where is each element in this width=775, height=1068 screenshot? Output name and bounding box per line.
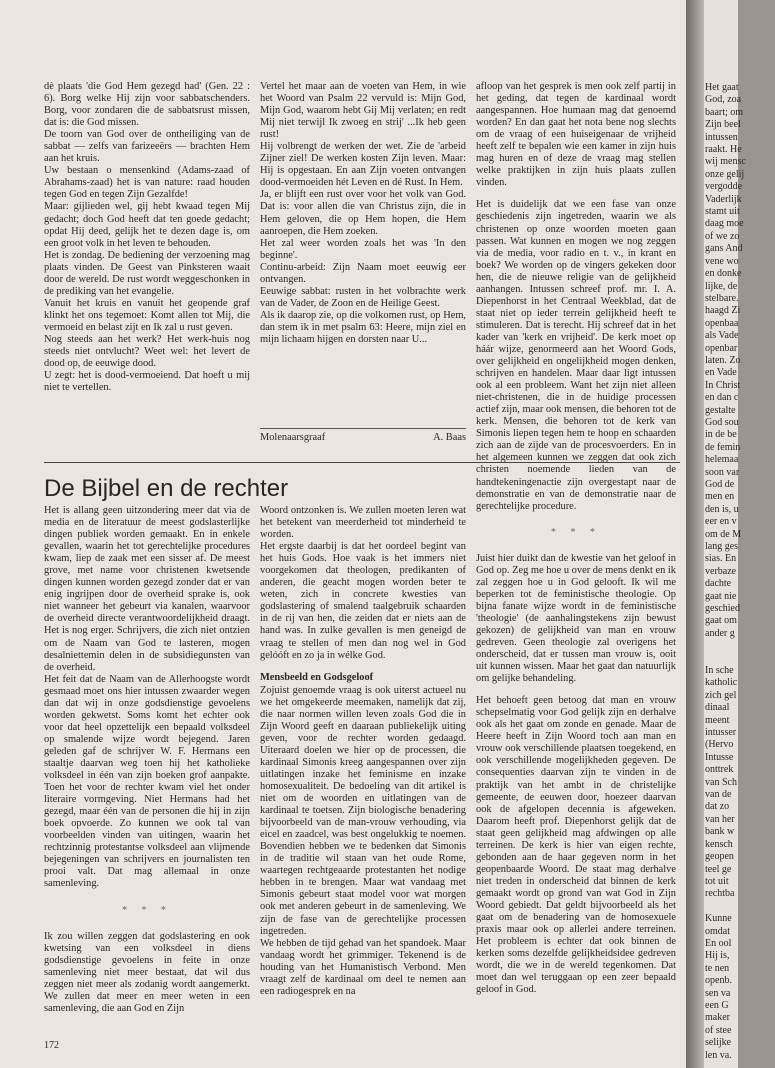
next-page-line: vergodde <box>705 181 743 193</box>
next-page-line: Hij is, <box>705 950 730 962</box>
next-page-line: sen va <box>705 987 731 999</box>
paragraph: Als ik daarop zie, op die volkomen rust, op Hem, dan stem ik in met psalm 63: Heere, mijn ziel en mijn lichaam hijgen en dorsten naar U... <box>260 309 466 345</box>
main-article-column-3-top <box>476 81 676 996</box>
next-page-line: en dan c <box>705 392 739 404</box>
top-article-column-2 <box>260 81 466 346</box>
next-page-edge <box>704 0 746 1068</box>
next-page-line <box>705 901 775 913</box>
next-page-line: Intusse <box>705 751 734 763</box>
paragraph: Eeuwige sabbat: rusten in het volbrachte werk van de Vader, de Zoon en de Heilige Geest. <box>260 285 466 309</box>
next-page-line: Kunne <box>705 913 732 925</box>
paragraph: De toorn van God over de ontheiliging van de sabbat — zelfs van farizeeërs — brachten Hem aan het kruis. <box>44 129 250 165</box>
next-page-line: stamt uit <box>705 206 740 218</box>
article-headline: De Bijbel en de rechter <box>44 475 289 502</box>
next-page-line: eer en v <box>705 516 737 528</box>
next-page-line: Zijn beel <box>705 119 741 131</box>
next-page-line: rechtba <box>705 888 735 900</box>
next-page-line: meent <box>705 714 730 726</box>
next-page-line: omdat <box>705 925 730 937</box>
next-page-line: len va. <box>705 1049 732 1061</box>
next-page-line: openbaa <box>705 317 739 329</box>
paragraph: Uw bestaan o mensenkind (Adams-zaad of Abrahams-zaad) het is van nature: raad houden tegen God en tegen Zijn Gezalfde! <box>44 165 250 201</box>
paragraph: Maar: gijlieden wel, gij hebt kwaad tegen Mij gedacht; doch God heeft dat ten goede gedacht; opdat Hij deed, gelijk het te dezen dage is, om een groot volk in het leven te behouden. <box>44 201 250 249</box>
next-page-line: sias. En <box>705 553 737 565</box>
next-page-line: te nen <box>705 962 730 974</box>
next-page-line: dinaal <box>705 702 730 714</box>
next-page-line: gaat nie <box>705 590 737 602</box>
next-page-line: onze gelij <box>705 168 745 180</box>
next-page-line: In sche <box>705 665 734 676</box>
next-page-line: verbaze <box>705 565 737 577</box>
next-page-line: of stee <box>705 1024 732 1036</box>
section-rule <box>44 462 680 463</box>
next-page-line: intusser <box>705 727 737 739</box>
next-page-line: En ool <box>705 937 732 949</box>
article-signature <box>260 428 466 443</box>
next-page-top-text <box>705 82 775 640</box>
next-page-line: Vaderlijk <box>705 193 742 205</box>
next-page-line: of we zo <box>705 230 740 242</box>
paragraph: Het feit dat de Naam van de Allerhoogste wordt gesmaad moet ons hier intussen zwaarder wegen dan dat wij in onze godsdienstige gevoelens worden gekwetst. Soms komt het echter ook voor dat heel opzettelijk een bepaald volksdeel op smalende wijze wordt bejegend. Jaren geleden gaf de schrijver W. F. Hermans een staaltje daarvan weg toen hij het katholieke volksdeel in één van zijn boeken grof aanpakte. Toen het voor de rechter kwam viel het onder literaire vormgeving. Niet Hermans had het gezegd, maar één van de personen die hij in zijn boek opvoerde. Zo kunnen we ook tal van voorbeelden vinden van uitingen, waarin het rechtzinnig protestantse volksdeel aan vlijmende bejegeningen van schrijvers en journalisten ten prooi valt. Dat mag allemaal in onze samenleving. <box>44 673 250 890</box>
next-page-line: Het gaat <box>705 82 739 93</box>
next-page-line: stelbare. <box>705 292 739 304</box>
next-page-line: van her <box>705 813 735 825</box>
next-page-line: zich gel <box>705 689 737 701</box>
page-number: 172 <box>44 1040 59 1051</box>
next-page-line: teel ge <box>705 863 732 875</box>
next-page-line: men en <box>705 491 735 503</box>
next-page-line: soon var <box>705 466 740 478</box>
paragraph: Vertel het maar aan de voeten van Hem, in wie het Woord van Psalm 22 vervuld is: Mijn God, Mijn God, waarom hebt Gij Mij verlaten; en redt Mij niet terwijl Ik zwoeg en strij' ...Ik heb geen rust! <box>260 81 466 141</box>
next-page-line: maker <box>705 1012 730 1024</box>
next-page-line: raakt. He <box>705 144 742 156</box>
top-article-column-1 <box>44 81 250 394</box>
next-page-line: vene wo <box>705 255 739 267</box>
next-page-line: tot uit <box>705 875 729 887</box>
next-page-line: dachte <box>705 578 732 590</box>
section-divider: * * * <box>551 526 601 538</box>
next-page-line: dat zo <box>705 801 730 813</box>
paragraph: Het ergste daarbij is dat het oordeel begint van het huis Gods. Hoe vaak is het immers niet voorgekomen dat theologen, predikanten of anderen, die geacht mogen worden beter te weten, zich in concrete kwesties van godslastering of smalend taalgebruik schaarden in de rij van hen, die zeiden dat er niets aan de hand was. In zulke gevallen is men geneigd de vraag te stellen of men dan nog wel in God gelóóft en zo ja in wélke God. <box>260 541 466 661</box>
next-page-line: geopen <box>705 851 734 863</box>
next-page-line: kensch <box>705 838 733 850</box>
paragraph: Zojuist genoemde vraag is ook uiterst actueel nu we het omgekeerde meemaken, namelijk dat zij, die naar normen willen leven zoals God die in Zijn Woord geeft en daaraan publiekelijk uiting geven, voor de rechter worden gedaagd. Uiteraard doelen we hier op de processen, die kardinaal Simonis kreeg aangespannen over zijn uitlatingen inzake het feminisme en inzake homosexualiteit. De bedoeling van dit artikel is niet om de woorden en uitlatingen van de kardinaal te toetsen. Zijn biologische benadering bijvoorbeeld van de man-vrouw verhouding, via eicel en zaadcel, was best ongelukkig te noemen. Bovendien hebben we te bedenken dat Simonis in de traditie wil staan van het oude Rome, waartegen rechtgeaarde protestanten het nodige hebben in te brengen. Maar wat vandaag met Simonis gebeurt staat model voor wat morgen ook met anderen gebeurt in de samenleving. We zijn de fase van de gerechtelijke processen ingetreden. <box>260 684 466 937</box>
paragraph: Ja, er blijft een rust over voor het volk van God. Dat is: voor allen die van Christus zijn, die in Hem geloven, die op Hem hopen, die Hem aanroepen, die Hem zoeken. <box>260 189 466 237</box>
paragraph: We hebben de tijd gehad van het spandoek. Maar vandaag wordt het grimmiger. Tekenend is de houding van het Humanistisch Verbond. Men vraagt zelf de kardinaal om deel te nemen aan een radiogesprek en na <box>260 937 466 997</box>
next-page-line: de femin <box>705 441 741 453</box>
next-page-line: om de M <box>705 528 742 540</box>
paragraph: Hij volbrengt de werken der wet. Zie de 'arbeid Zijner ziel! De werken kosten Zijn leven. Maar: Hij is opgestaan. En aan Zijn voeten ontvangen dood-vermoeiden hét Leven en dé Rust. In Hem. <box>260 141 466 189</box>
paragraph: Het is duidelijk dat we een fase van onze geschiedenis zijn ingetreden, waarin we als christenen op onze woorden moeten gaan passen. Wat kunnen en mogen we nog zeggen via de media, voor radio en t. v., in krant en boek? We worden op de vingers gekeken door hen, die de nieuwe religie van de gelijkheid aanhangen. Intussen schreef prof. mr. I. A. Diepenhorst in het Centraal Weekblad, dat de staat niet op ieder terrein gelijkheid heeft te stimuleren. Dat is terecht. Hij schreef dat in het kader van 'kerk en vrijheid'. De kerk moet op háár wijze, genormeerd aan het Woord Gods, over gelijkheid en ongelijkheid mogen denken, schrijven en handelen. Maar daar ligt intussen ook al een probleem. Want het zijn niet alleen niet-christenen, die in de huidige processen actief zijn, maar ook mensen, die behoren tot de kerk. Mensen, die behoren tot de kerk van Simonis liepen tegen hem te hoop en schaarden zich aan de zijde van de procesvoerders. En in het algemeen kunnen we zeggen dat ook zich christen noemende lieden van de handtekeningenactie zijn overgestapt naar de demonstratie en van de demonstratie naar de gerechtelijke procedure. <box>476 199 676 512</box>
paragraph: Juist hier duikt dan de kwestie van het geloof in God op. Zeg me hoe u over de mens denkt en ik zal zeggen hoe u in God gelooft. Ik wil me beperken tot de feministische theologie. Op bijna fanate wijze wordt in de feministische 'theologie' (de aanhalingstekens zijn bewust gekozen) de gelijkheid van man en vrouw gedreven. Geen theologie zal overigens het onderscheid, dat er tussen man vrouw is, ooit uit kunnen wissen. Maar het gaat dan natuurlijk om gelijke behandeling. <box>476 552 676 685</box>
next-page-line: God sou <box>705 416 739 428</box>
next-page-line: (Hervo <box>705 739 734 751</box>
main-article-column-1 <box>44 505 250 1015</box>
paragraph: Het is zondag. De bediening der verzoening mag plaats vinden. De Geest van Pinksteren waait door de wereld. De rust wordt weggeschonken in de prediking van het evangelie. <box>44 249 250 297</box>
paragraph: U zegt: het is dood-vermoeiend. Dat hoeft u mij niet te vertellen. <box>44 370 250 394</box>
next-page-line: helemaa <box>705 454 739 466</box>
next-page-line: openb. <box>705 975 732 987</box>
next-page-line: wij mensc <box>705 156 746 168</box>
next-page-line: daag moe <box>705 218 744 230</box>
next-page-line: katholic <box>705 677 738 689</box>
paragraph: Het is allang geen uitzondering meer dat via de media en de literatuur de meest godslasterlijke dingen publiek worden gemaakt. En in enkele gevallen, waarin het tot gerechtelijke procedures kwam, liep de zaak met een sisser af. De meest grove, met name voor christenen kwetsende dingen kunnen worden gezegd zonder dat er van enig ingrijpen door de overheid sprake is, ook niet wanneer het gebeurt via kanalen, waarvoor de overheid directe verantwoordelijkheid draagt. Het is nog erger. Schrijvers, die zich niet ontzien om de Naam van God te lasteren, mogen desalniettemin delen in de subsidiegunsten van de overheid. <box>44 505 250 673</box>
next-page-line: van Sch <box>705 776 737 788</box>
next-page-bottom-text <box>705 665 775 1062</box>
next-page-line: haagd Zi <box>705 305 741 317</box>
next-page-line: een G <box>705 999 729 1011</box>
next-page-line: God de <box>705 479 735 490</box>
next-page-line: en donke <box>705 268 742 280</box>
next-page-line: lang ges <box>705 541 739 553</box>
main-article-column-2 <box>260 505 466 998</box>
next-page-line: als Vade <box>705 330 739 342</box>
next-page-line: gestalte <box>705 404 736 416</box>
next-page-line: lijke, de <box>705 280 738 292</box>
paragraph: afloop van het gesprek is men ook zelf partij in het geding, dat tegen de kardinaal wordt aangespannen. Hoe humaan mag dat genoemd worden? En dan gaat het nota bene nog slechts om de vraag of een huiseigenaar de vrijheid heeft zelf te bepalen wie een kamer in zijn huis mag huren en of deze de vraag mag stellen welke praktijken in zijn huis plaats zullen vinden. <box>476 81 676 189</box>
next-page-line: In Christ <box>705 379 741 391</box>
next-page-line: intussen <box>705 131 738 143</box>
next-page-line: baart; om <box>705 106 744 118</box>
next-page-line: selijke <box>705 1037 732 1049</box>
paragraph: Ik zou willen zeggen dat godslastering en ook kwetsing van een volksdeel in diens godsdienstige gevoelens in feite in onze samenleving niet meer bestaat, dat wil dus zeggen niet meer als zodanig wordt aangemerkt. We zullen dat meer en meer weten in een samenleving, die aan God en Zijn <box>44 930 250 1014</box>
next-page-line: den is, u <box>705 503 739 515</box>
next-page-line: laten. Zo <box>705 354 741 366</box>
next-page-line: geschied <box>705 603 740 615</box>
paragraph: dè plaats 'die God Hem gezegd had' (Gen. 22 : 6). Borg welke Hij zijn voor sabbatschenders. Borg, voor zondaren die de sabbatsrust missen, dat is: die God missen. <box>44 81 250 129</box>
next-page-line: God, zoa <box>705 94 742 106</box>
next-page-line: gaat om <box>705 615 737 627</box>
paragraph: Het zal weer worden zoals het was 'In den beginne'. <box>260 237 466 261</box>
signature-place: Molenaarsgraaf <box>260 432 326 443</box>
section-divider: * * * <box>122 904 172 916</box>
paragraph: Woord ontzonken is. We zullen moeten leren wat het betekent van meerderheid tot minderheid te worden. <box>260 505 466 541</box>
next-page-line: onttrek <box>705 764 734 776</box>
paragraph: Nog steeds aan het werk? Het werk-huis nog steeds niet ontvlucht? Weet wel: het levert de dood op, de eeuwige dood. <box>44 333 250 370</box>
next-page-line: en Vade <box>705 367 737 379</box>
next-page-line: openbar <box>705 342 738 354</box>
paragraph: Het behoeft geen betoog dat man en vrouw schepselmatig voor God gelijk zijn en derhalve ook als het gaat om zonde en genade. Maar de Heere heeft in Zijn Woord toch aan man en vrouw ook verschillende plaatsen toegekend, en ook verschillende mogelijkheden gegeven. De consequenties daarvan zijn te vinden in de praktijk van het ambt in de christelijke gemeente, de eeuwen door, hoezeer daarvan ook de afgelopen decennia is afgeweken. Daarom heeft prof. Diepenhorst gelijk dat de staat geen gelijkheid mag afdwingen op alle terreinen. De kerk is hier van eigen rechte, gebonden aan de haar gegeven norm in het geopenbaarde Woord. De staat mag derhalve niet treden in onderscheid dat binnen de kerk gemaakt wordt op grond van wat God in Zijn Woord gebiedt. Dat geldt bijvoorbeeld als het gaat om de benadering van de homosexuele praxis maar ook op allerlei andere terreinen. Het probleem is echter dat ook binnen de kerken soms dezelfde gelijkheidsidee gedreven wordt, die we in de wereld tegenkomen. Dat moet dan wel teruggaan op een zeer bepaald geloof in God. <box>476 695 676 996</box>
subheading: Mensbeeld en Godsgeloof <box>260 671 374 683</box>
next-page-line: bank w <box>705 826 735 838</box>
binding-gutter <box>686 0 704 1068</box>
next-page-line: gans And <box>705 243 743 255</box>
signature-author: A. Baas <box>433 432 466 443</box>
next-page-line: ander g <box>705 627 735 639</box>
next-page-line: van de <box>705 789 732 801</box>
next-page-line: in de be <box>705 429 737 441</box>
paragraph: Continu-arbeid: Zijn Naam moet eeuwig eer ontvangen. <box>260 261 466 285</box>
paragraph: Vanuit het kruis en vanuit het geopende graf klinkt het ons tegemoet: Komt allen tot Mij, die vermoeid en belast zijt en Ik zal u rust geven. <box>44 297 250 333</box>
